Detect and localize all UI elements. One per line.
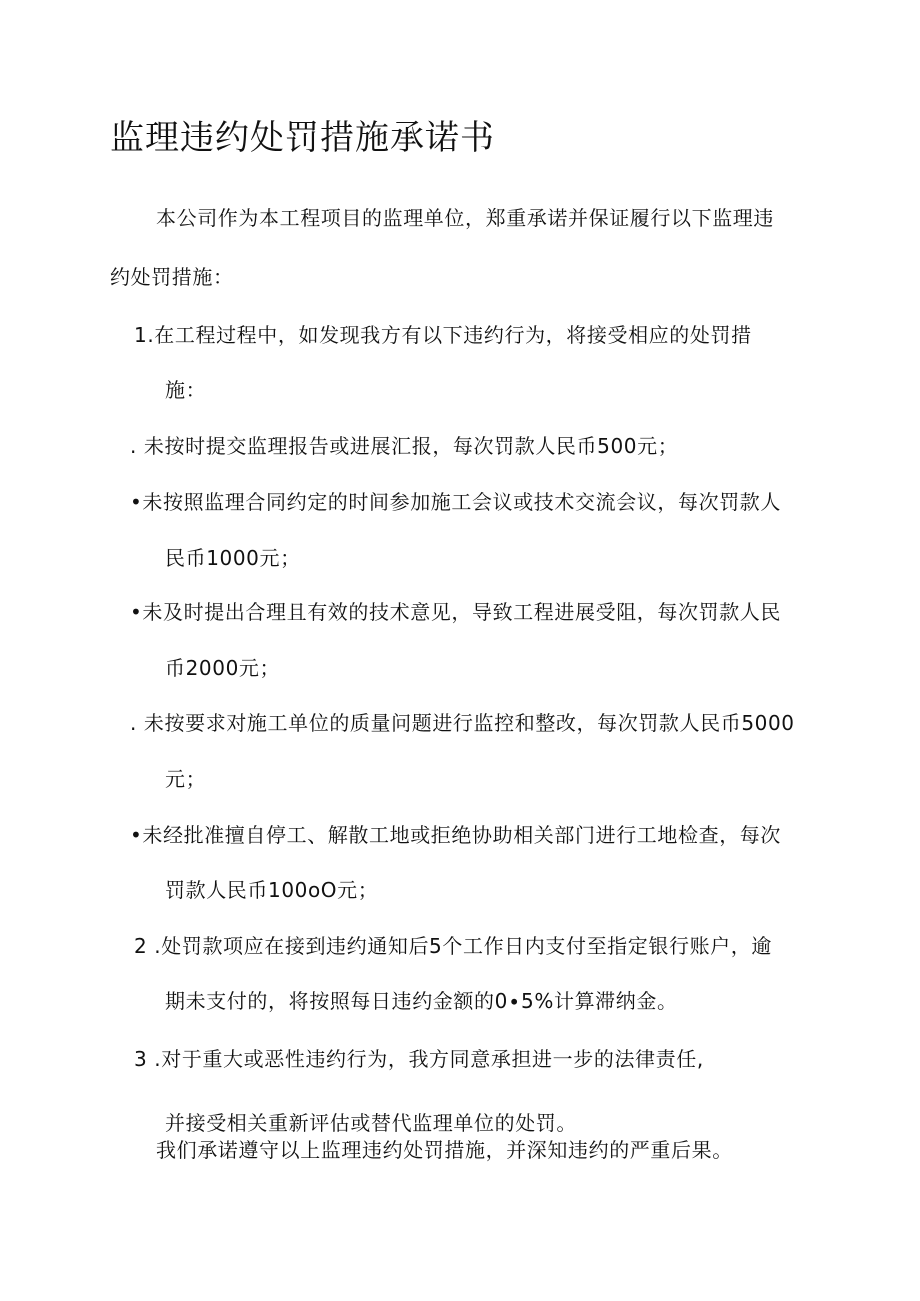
penalty-item-5-line-1: •未经批准擅自停工、解散工地或拒绝协助相关部门进行工地检查，每次 — [130, 823, 781, 847]
intro-line-2: 约处罚措施： — [110, 265, 234, 289]
document-title: 监理违约处罚措施承诺书 — [110, 118, 495, 158]
clause-2-line-1: 2 .处罚款项应在接到违约通知后5个工作日内支付至指定银行账户，逾 — [134, 934, 772, 958]
clause-3-line-1: 3 .对于重大或恶性违约行为，我方同意承担进一步的法律责任, — [134, 1047, 704, 1071]
penalty-item-4-line-2: 元； — [165, 767, 207, 791]
penalty-item-3-line-1: •未及时提出合理且有效的技术意见，导致工程进展受阻，每次罚款人民 — [130, 600, 781, 624]
penalty-item-1: . 未按时提交监理报告或进展汇报，每次罚款人民币500元； — [130, 434, 679, 458]
clause-2-line-2: 期未支付的，将按照每日违约金额的0∙5%计算滞纳金。 — [165, 989, 678, 1013]
clause-1-line-1: 1.在工程过程中，如发现我方有以下违约行为，将接受相应的处罚措 — [134, 323, 752, 347]
penalty-item-3-line-2: 币2000元； — [165, 656, 281, 680]
clause-1-line-2: 施： — [165, 378, 207, 402]
penalty-item-2-line-1: •未按照监理合同约定的时间参加施工会议或技术交流会议，每次罚款人 — [130, 490, 781, 514]
penalty-item-2-line-2: 民币1000元； — [165, 546, 301, 570]
penalty-item-4-line-1: . 未按要求对施工单位的质量问题进行监控和整改，每次罚款人民币5000 — [130, 711, 795, 735]
intro-line-1: 本公司作为本工程项目的监理单位，郑重承诺并保证履行以下监理违 — [156, 206, 774, 230]
closing-statement: 我们承诺遵守以上监理违约处罚措施，并深知违约的严重后果。 — [156, 1138, 733, 1162]
clause-3-line-2: 并接受相关重新评估或替代监理单位的处罚。 — [165, 1111, 577, 1135]
penalty-item-5-line-2: 罚款人民币100oO元； — [165, 878, 379, 902]
